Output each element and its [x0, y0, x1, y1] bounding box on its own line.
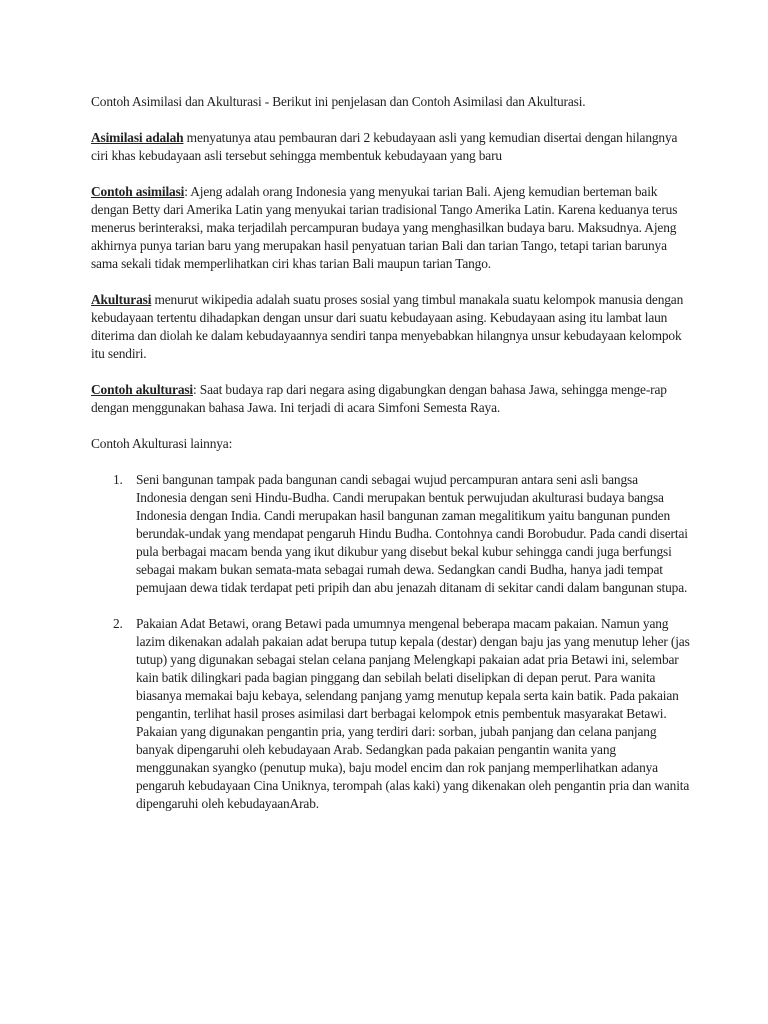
- contoh-asimilasi-paragraph: [91, 183, 691, 273]
- list-heading: [91, 435, 691, 453]
- contoh-asimilasi-text: : Ajeng adalah orang Indonesia yang menyukai tarian Bali. Ajeng kemudian berteman baik dengan Betty dari Amerika Latin yang menyukai tarian tradisional Tango Amerika Latin. Karena keduanya terus menerus berinteraksi, maka terjadilah percampuran budaya yang menghasilkan budaya baru. Maksudnya. Ajeng akhirnya punya tarian baru yang merupakan hasil penyatuan tarian Bali dan tarian Tango, tetapi tarian barunya sama sekali tidak memperlihatkan ciri khas tarian Bali maupun tarian Tango.: [91, 184, 678, 271]
- list-item: [91, 615, 691, 813]
- contoh-akulturasi-text: : Saat budaya rap dari negara asing digabungkan dengan bahasa Jawa, sehingga menge-rap dengan menggunakan bahasa Jawa. Ini terjadi di acara Simfoni Semesta Raya.: [91, 382, 667, 415]
- asimilasi-definition: menyatunya atau pembauran dari 2 kebudayaan asli yang kemudian disertai dengan hilangnya ciri khas kebudayaan asli tersebut sehingga membentuk kebudayaan yang baru: [91, 130, 678, 163]
- list-heading-text: Contoh Akulturasi lainnya:: [91, 436, 233, 451]
- intro-text: Contoh Asimilasi dan Akulturasi - Berikut ini penjelasan dan Contoh Asimilasi dan Akulturasi.: [91, 94, 586, 109]
- intro-paragraph: [91, 93, 691, 111]
- examples-list: [91, 471, 691, 813]
- list-item-text: Seni bangunan tampak pada bangunan candi sebagai wujud percampuran antara seni asli bangsa Indonesia dengan seni Hindu-Budha. Candi merupakan bentuk perwujudan akulturasi budaya bangsa Indonesia dengan India. Candi merupakan hasil bangunan zaman megalitikum yaitu bangunan punden berundak-undak yang mendapat pengaruh Hindu Budha. Contohnya candi Borobudur. Pada candi disertai pula berbagai macam benda yang ikut dikubur yang disebut bekal kubur sehingga candi juga berfungsi sebagai makam bukan semata-mata sebagai rumah dewa. Sedangkan candi Budha, hanya jadi tempat pemujaan dewa tidak terdapat peti pripih dan abu jenazah ditanam di sekitar candi dalam bangunan stupa.: [136, 472, 688, 595]
- list-item-number: 1.: [113, 472, 123, 487]
- list-item-number: 2.: [113, 616, 123, 631]
- asimilasi-paragraph: [91, 129, 691, 165]
- akulturasi-term: Akulturasi: [91, 292, 152, 307]
- akulturasi-paragraph: [91, 291, 691, 363]
- contoh-akulturasi-term: Contoh akulturasi: [91, 382, 193, 397]
- document-page: [91, 93, 691, 831]
- asimilasi-term: Asimilasi adalah: [91, 130, 184, 145]
- contoh-akulturasi-paragraph: [91, 381, 691, 417]
- list-item-text: Pakaian Adat Betawi, orang Betawi pada umumnya mengenal beberapa macam pakaian. Namun yang lazim dikenakan adalah pakaian adat berupa tutup kepala (destar) dengan baju jas yang menutup leher (jas tutup) yang digunakan sebagai stelan celana panjang Melengkapi pakaian adat pria Betawi ini, selembar kain batik dilingkari pada bagian pinggang dan sebilah belati diselipkan di depan perut. Para wanita biasanya memakai baju kebaya, selendang panjang yamg menutup kepala serta kain batik. Pada pakaian pengantin, terlihat hasil proses asimilasi dart berbagai kelompok etnis pembentuk masyarakat Betawi. Pakaian yang digunakan pengantin pria, yang terdiri dari: sorban, jubah panjang dan celana panjang banyak dipengaruhi oleh kebudayaan Arab. Sedangkan pada pakaian pengantin wanita yang menggunakan syangko (penutup muka), baju model encim dan rok panjang memperlihatkan adanya pengaruh kebudayaan Cina Uniknya, terompah (alas kaki) yang dikenakan oleh pengantin pria dan wanita dipengaruhi oleh kebudayaanArab.: [136, 616, 690, 811]
- contoh-asimilasi-term: Contoh asimilasi: [91, 184, 185, 199]
- list-item: [91, 471, 691, 597]
- akulturasi-definition: menurut wikipedia adalah suatu proses sosial yang timbul manakala suatu kelompok manusia dengan kebudayaan tertentu dihadapkan dengan unsur dari suatu kebudayaan asing. Kebudayaan asing itu lambat laun diterima dan diolah ke dalam kebudayaannya sendiri tanpa menyebabkan hilangnya unsur kebudayaan kelompok itu sendiri.: [91, 292, 684, 361]
